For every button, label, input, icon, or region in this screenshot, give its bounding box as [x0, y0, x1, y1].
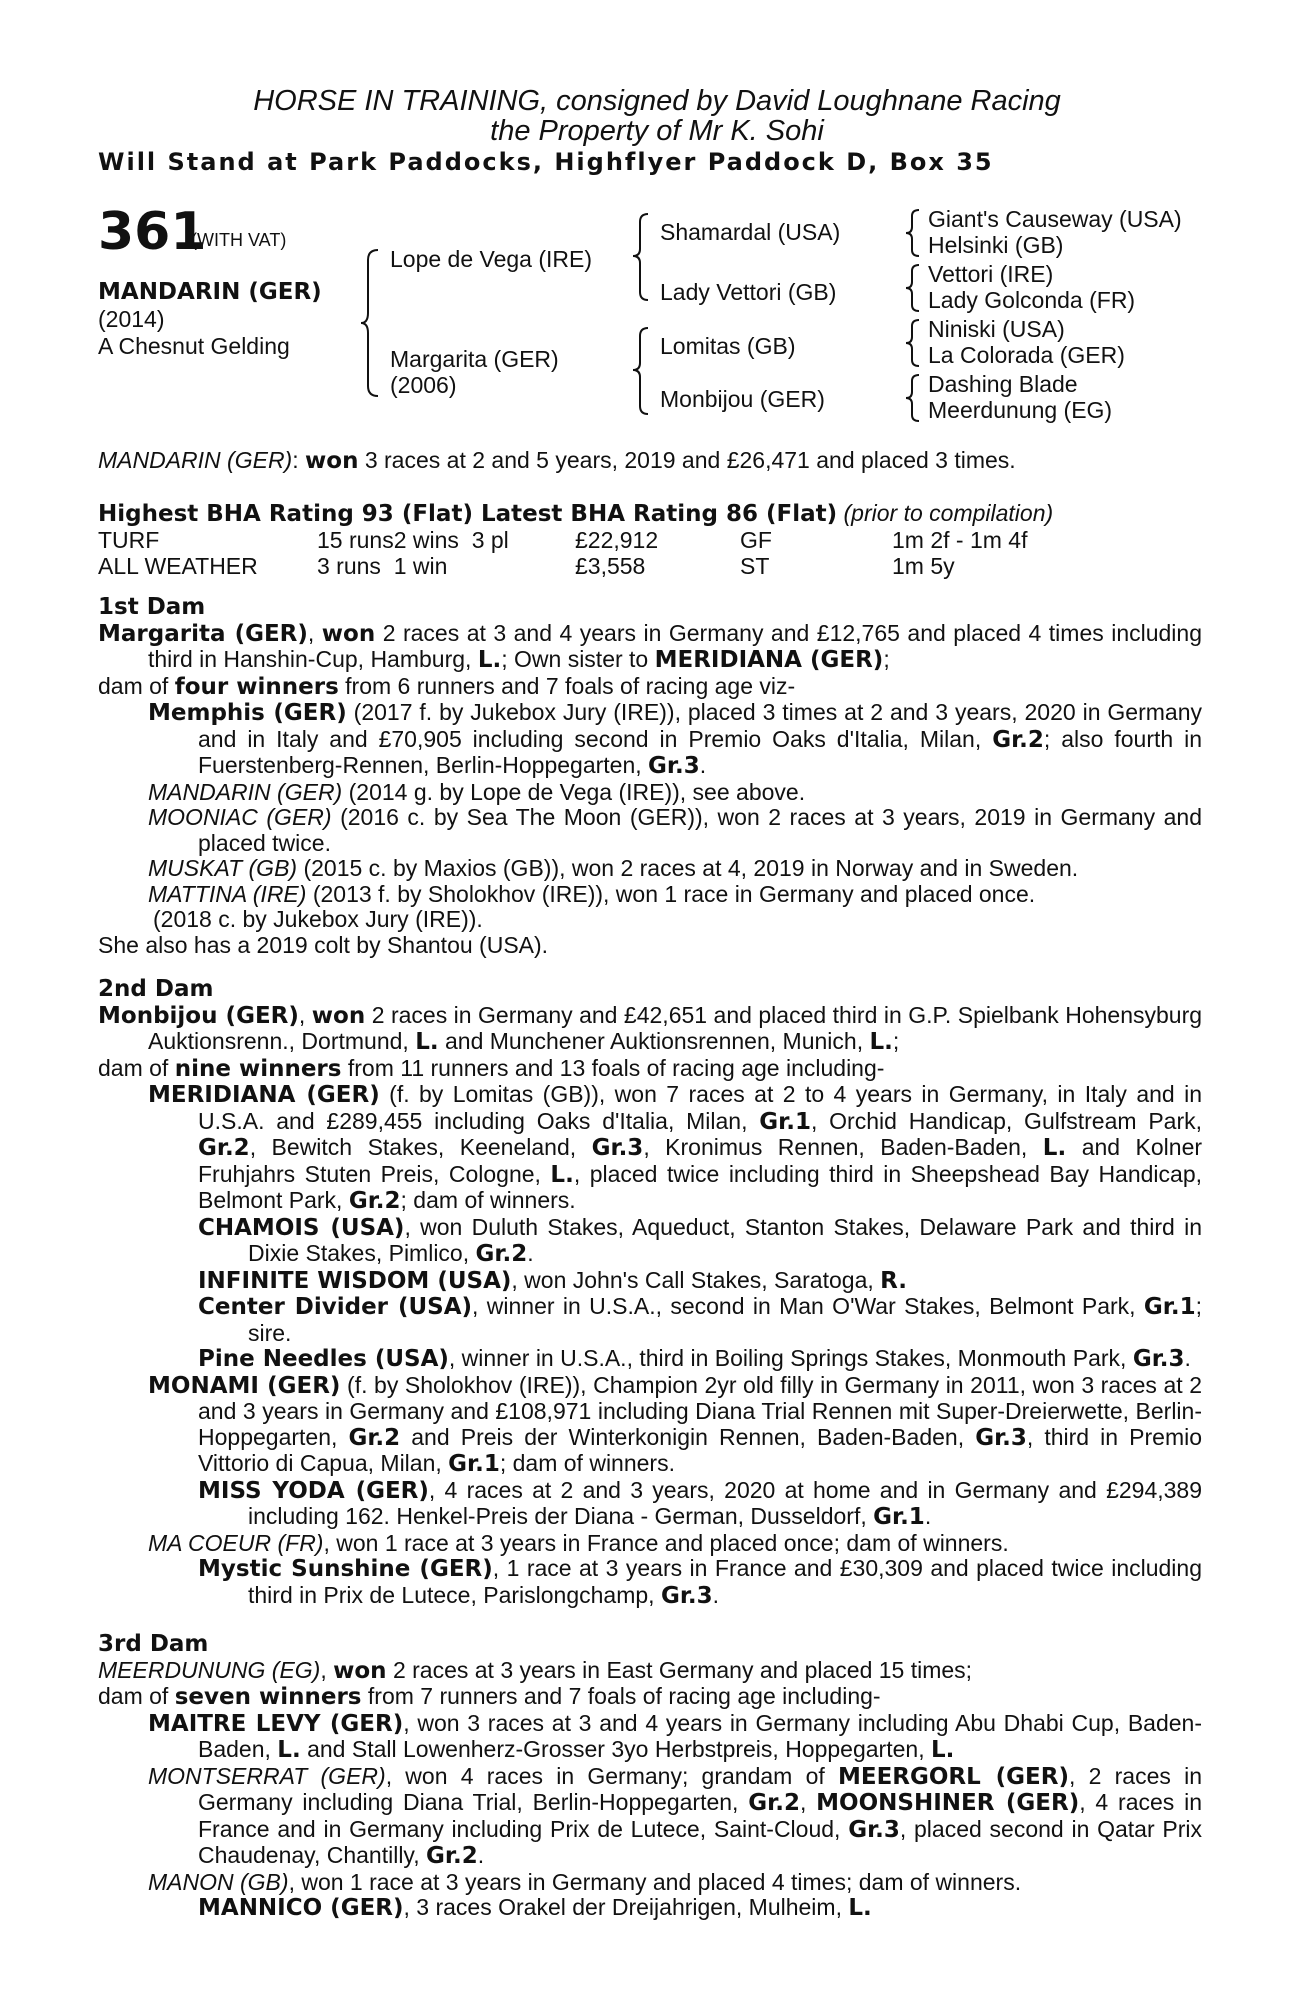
- pedigree-brace-dam: [632, 326, 656, 416]
- pedigree-brace-main: [360, 248, 390, 398]
- pedigree-sire-sire: Shamardal (USA): [660, 219, 841, 245]
- produce-infinite-wisdom: INFINITE WISDOM (USA), won John's Call Stakes, Saratoga, R.: [198, 1266, 908, 1294]
- first-dam-heading: 1st Dam: [98, 594, 206, 620]
- third-dam-section: [98, 1632, 1202, 1922]
- second-dam-entry: Monbijou (GER), won 2 races in Germany and £42,651 and placed third in G.P. Spielbank Hohensyburg Auktionsrenn., Dortmund, L. and Munchener Auktionsrennen, Munich, L.;: [98, 1001, 1203, 1055]
- produce-mandarin: MANDARIN (GER) (2014 g. by Lope de Vega (IRE)), see above.: [148, 778, 806, 805]
- produce-manon: MANON (GB), won 1 race at 3 years in Germany and placed 4 times; dam of winners.: [148, 1868, 1022, 1895]
- record-turf-distance: 1m 2f - 1m 4f: [892, 527, 1028, 553]
- record-aw-prize: £3,558: [575, 553, 646, 579]
- produce-mooniac: MOONIAC (GER) (2016 c. by Sea The Moon (GER)), won 2 races at 3 years, 2019 in Germany and placed twice.: [148, 804, 1202, 856]
- pedigree-brace-g3-2: [905, 263, 927, 313]
- first-dam-section: [98, 595, 1202, 958]
- produce-muskat: MUSKAT (GB) (2015 c. by Maxios (GB)), won 2 races at 4, 2019 in Norway and in Sweden.: [148, 855, 1079, 881]
- pedigree-dss: Niniski (USA): [928, 316, 1065, 342]
- pedigree-ssd: Helsinki (GB): [928, 232, 1064, 258]
- horse-year: (2014): [98, 306, 165, 332]
- third-dam-entry: MEERDUNUNG (EG), won 2 races at 3 years in East Germany and placed 15 times;: [98, 1656, 973, 1684]
- produce-2018: (2018 c. by Jukebox Jury (IRE)).: [153, 906, 483, 932]
- produce-maitre-levy: MAITRE LEVY (GER), won 3 races at 3 and 4 years in Germany including Abu Dhabi Cup, Baden-Baden, L. and Stall Lowenherz-Grosser 3yo Herbstpreis, Hoppegarten, L.: [148, 1709, 1202, 1763]
- pedigree-ddd: Meerdunung (EG): [928, 397, 1113, 423]
- lot-number: 361: [98, 202, 207, 262]
- header-consignor: HORSE IN TRAINING, consigned by David Loughnane Racing: [253, 85, 1061, 117]
- horse-name: MANDARIN (GER): [98, 279, 322, 305]
- produce-chamois: CHAMOIS (USA), won Duluth Stakes, Aqueduct, Stanton Stakes, Delaware Park and third in Dixie Stakes, Pimlico, Gr.2.: [198, 1213, 1202, 1267]
- produce-mattina: MATTINA (IRE) (2013 f. by Sholokhov (IRE)), won 1 race in Germany and placed once.: [148, 880, 1036, 907]
- record-turf-prize: £22,912: [575, 527, 659, 553]
- record-aw-distance: 1m 5y: [892, 553, 955, 579]
- second-dam-produce: dam of nine winners from 11 runners and 13 foals of racing age including-: [98, 1054, 885, 1082]
- produce-montserrat: MONTSERRAT (GER), won 4 races in Germany; grandam of MEERGORL (GER), 2 races in Germany including Diana Trial, Berlin-Hoppegarten, Gr.2, MOONSHINER (GER), 4 races in France and in Germany including Prix de Lutece, Saint-Cloud, Gr.3, placed second in Qatar Prix Chaudenay, Chantilly, Gr.2.: [148, 1762, 1203, 1869]
- race-summary: MANDARIN (GER): won 3 races at 2 and 5 years, 2019 and £26,471 and placed 3 times.: [98, 447, 1016, 474]
- third-dam-produce: dam of seven winners from 7 runners and 7 foals of racing age including-: [98, 1683, 881, 1710]
- pedigree-sdd: Lady Golconda (FR): [928, 287, 1136, 313]
- produce-miss-yoda: MISS YODA (GER), 4 races at 2 and 3 years, 2020 at home and in Germany and £294,389 including 162. Henkel-Preis der Diana - German, Dusseldorf, Gr.1.: [198, 1476, 1202, 1530]
- produce-memphis: Memphis (GER) (2017 f. by Jukebox Jury (IRE)), placed 3 times at 2 and 3 years, 2020 in Germany and in Italy and £70,905 including second in Premio Oaks d'Italia, Milan, Gr.2; also fourth in Fuerstenberg-Rennen, Berlin-Hoppegarten, Gr.3.: [148, 699, 1203, 779]
- record-turf-surface: TURF: [98, 527, 160, 553]
- pedigree-brace-g3-4: [905, 373, 927, 423]
- pedigree-brace-g3-1: [905, 208, 927, 258]
- pedigree-dds: Dashing Blade: [928, 371, 1078, 397]
- record-aw-runs: 3 runs 1 win: [317, 553, 448, 579]
- pedigree-sire: Lope de Vega (IRE): [390, 246, 593, 272]
- rating-line: Highest BHA Rating 93 (Flat) Latest BHA Rating 86 (Flat) (prior to compilation): [98, 500, 1054, 527]
- first-dam-produce: dam of four winners from 6 runners and 7 foals of racing age viz-: [98, 672, 796, 700]
- pedigree-sss: Giant's Causeway (USA): [928, 206, 1182, 232]
- pedigree-brace-sire: [632, 212, 656, 302]
- header-property: the Property of Mr K. Sohi: [490, 115, 824, 147]
- record-aw-going: ST: [740, 553, 770, 579]
- horse-description: A Chesnut Gelding: [98, 333, 290, 359]
- produce-mystic-sunshine: Mystic Sunshine (GER), 1 race at 3 years in France and £30,309 and placed twice including third in Prix de Lutece, Parislongchamp, Gr.3.: [198, 1555, 1202, 1609]
- header-location: Will Stand at Park Paddocks, Highflyer Paddock D, Box 35: [98, 148, 994, 176]
- pedigree-dam-dam: Monbijou (GER): [660, 386, 825, 412]
- lot-vat: (WITH VAT): [191, 230, 287, 250]
- first-dam-entry: Margarita (GER), won 2 races at 3 and 4 years in Germany and £12,765 and placed 4 times including third in Hanshin-Cup, Hamburg, L.; Own sister to MERIDIANA (GER);: [98, 619, 1203, 673]
- pedigree-dsd: La Colorada (GER): [928, 342, 1125, 368]
- pedigree-dam-sire: Lomitas (GB): [660, 333, 796, 359]
- produce-ma-coeur: MA COEUR (FR), won 1 race at 3 years in France and placed once; dam of winners.: [148, 1529, 1009, 1556]
- pedigree-sds: Vettori (IRE): [928, 261, 1054, 287]
- produce-center-divider: Center Divider (USA), winner in U.S.A., second in Man O'War Stakes, Belmont Park, Gr.1; sire.: [198, 1293, 1202, 1346]
- pedigree-sire-dam: Lady Vettori (GB): [660, 279, 837, 305]
- produce-mannico: MANNICO (GER), 3 races Orakel der Dreijahrigen, Mulheim, L.: [198, 1894, 872, 1921]
- record-turf-runs: 15 runs2 wins 3 pl: [317, 527, 509, 553]
- second-dam-section: [98, 977, 1202, 1609]
- record-aw-surface: ALL WEATHER: [98, 553, 258, 579]
- record-turf-going: GF: [740, 527, 772, 553]
- pedigree-brace-g3-3: [905, 318, 927, 368]
- second-dam-heading: 2nd Dam: [98, 976, 214, 1002]
- produce-monami: MONAMI (GER) (f. by Sholokhov (IRE)), Champion 2yr old filly in Germany in 2011, won 3 races at 2 and 3 years in Germany and £108,971 including Diana Trial Rennen mit Super-Dreierwette, Berlin-Hoppegarten, Gr.2 and Preis der Winterkonigin Rennen, Baden-Baden, Gr.3, third in Premio Vittorio di Capua, Milan, Gr.1; dam of winners.: [148, 1371, 1203, 1477]
- produce-meridiana: MERIDIANA (GER) (f. by Lomitas (GB)), won 7 races at 2 to 4 years in Germany, in Italy and in U.S.A. and £289,455 including Oaks d'Italia, Milan, Gr.1, Orchid Handicap, Gulfstream Park, Gr.2, Bewitch Stakes, Keeneland, Gr.3, Kronimus Rennen, Baden-Baden, L. and Kolner Fruhjahrs Stuten Preis, Cologne, L., placed twice including third in Sheepshead Bay Handicap, Belmont Park, Gr.2; dam of winners.: [148, 1081, 1203, 1214]
- pedigree-dam-year: (2006): [390, 372, 457, 398]
- produce-pine-needles: Pine Needles (USA), winner in U.S.A., third in Boiling Springs Stakes, Monmouth Park, Gr.3.: [198, 1345, 1191, 1372]
- pedigree-dam: Margarita (GER): [390, 346, 559, 372]
- produce-2019: She also has a 2019 colt by Shantou (USA).: [98, 931, 549, 958]
- third-dam-heading: 3rd Dam: [98, 1631, 209, 1657]
